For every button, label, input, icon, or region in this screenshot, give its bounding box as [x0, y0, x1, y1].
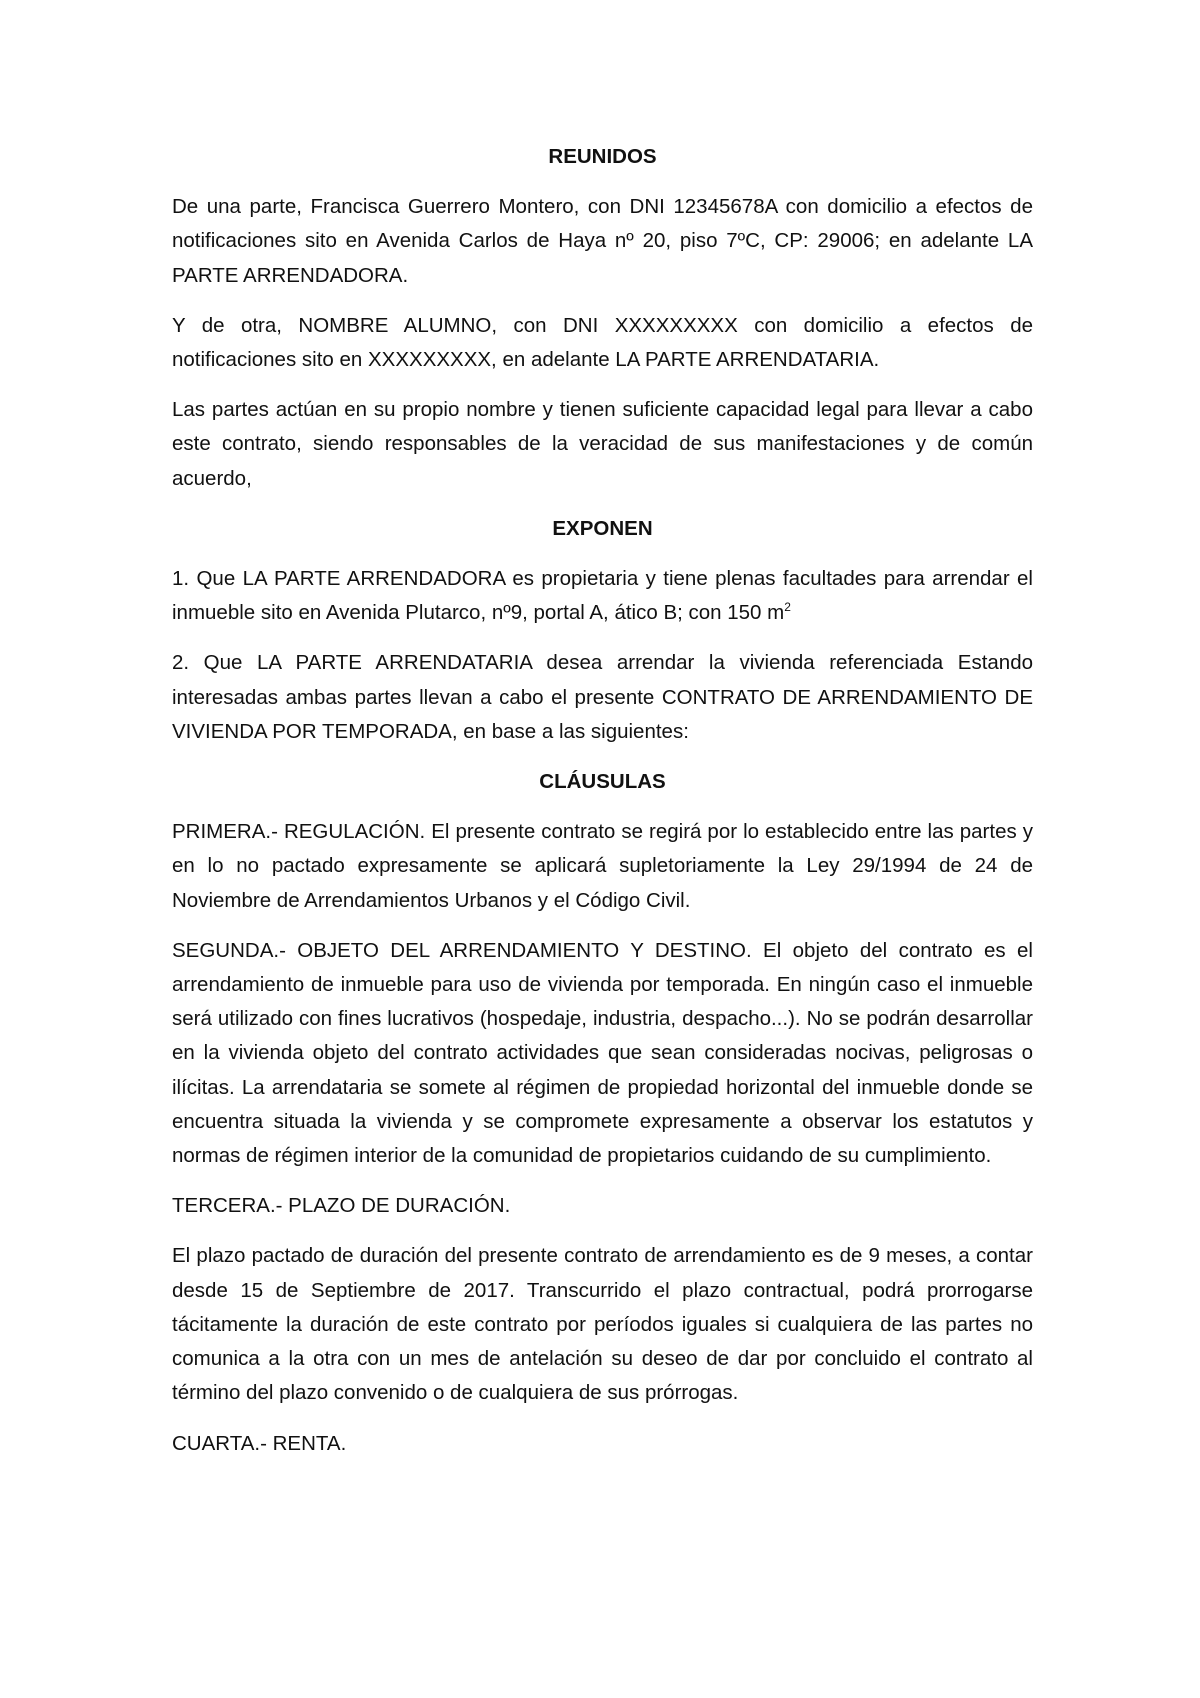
heading-clausulas: CLÁUSULAS: [539, 770, 666, 794]
clausula-primera: PRIMERA.- REGULACIÓN. El presente contrato se regirá por lo establecido entre las partes y en lo no pactado expresamente se aplicará supletoriamente la Ley 29/1994 de 24 de Noviembre de Arrendamientos Urbanos y el Código Civil.: [172, 820, 1033, 912]
clausula-cuarta-title: CUARTA.- RENTA.: [172, 1431, 347, 1455]
paragraph-arrendataria: Y de otra, NOMBRE ALUMNO, con DNI XXXXXXXXX con domicilio a efectos de notificaciones sito en XXXXXXXXX, en adelante LA PARTE ARRENDATARIA.: [172, 313, 1033, 372]
heading-exponen: EXPONEN: [552, 516, 653, 540]
clausula-tercera-body: El plazo pactado de duración del presente contrato de arrendamiento es de 9 meses, a contar desde 15 de Septiembre de 2017. Transcurrido el plazo contractual, podrá prorrogarse tácitamente la duración de este contrato por períodos iguales si cualquiera de las partes no comunica a la otra con un mes de antelación su deseo de dar por concluido el contrato al término del plazo convenido o de cualquiera de sus prórrogas.: [172, 1244, 1033, 1405]
heading-reunidos: REUNIDOS: [548, 145, 657, 168]
exponen-item-1: [172, 562, 1033, 630]
paragraph-arrendadora: De una parte, Francisca Guerrero Montero, con DNI 12345678A con domicilio a efectos de notificaciones sito en Avenida Carlos de Haya nº 20, piso 7ºC, CP: 29006; en adelante LA PARTE ARRENDADORA.: [172, 195, 1033, 287]
exponen-item-2: 2. Que LA PARTE ARRENDATARIA desea arrendar la vivienda referenciada Estando interesadas ambas partes llevan a cabo el presente CONTRATO DE ARRENDAMIENTO DE VIVIENDA POR TEMPORADA, en base a las siguientes:: [172, 651, 1033, 743]
exponen-item-1-text: 1. Que LA PARTE ARRENDADORA es propietaria y tiene plenas facultades para arrendar el inmueble sito en Avenida Plutarco, nº9, portal A, ático B; con 150 m: [172, 567, 1033, 625]
superscript-2: 2: [784, 600, 791, 615]
paragraph-capacidad: Las partes actúan en su propio nombre y tienen suficiente capacidad legal para llevar a cabo este contrato, siendo responsables de la veracidad de sus manifestaciones y de común acuerdo,: [172, 398, 1033, 490]
document-page: [172, 140, 1033, 1477]
clausula-segunda: SEGUNDA.- OBJETO DEL ARRENDAMIENTO Y DESTINO. El objeto del contrato es el arrendamiento de inmueble para uso de vivienda por temporada. En ningún caso el inmueble será utilizado con fines lucrativos (hospedaje, industria, despacho...). No se podrán desarrollar en la vivienda objeto del contrato actividades que sean consideradas nocivas, peligrosas o ilícitas. La arrendataria se somete al régimen de propiedad horizontal del inmueble donde se encuentra situada la vivienda y se compromete expresamente a observar los estatutos y normas de régimen interior de la comunidad de propietarios cuidando de su cumplimiento.: [172, 938, 1033, 1168]
clausula-tercera-title: TERCERA.- PLAZO DE DURACIÓN.: [172, 1194, 511, 1218]
